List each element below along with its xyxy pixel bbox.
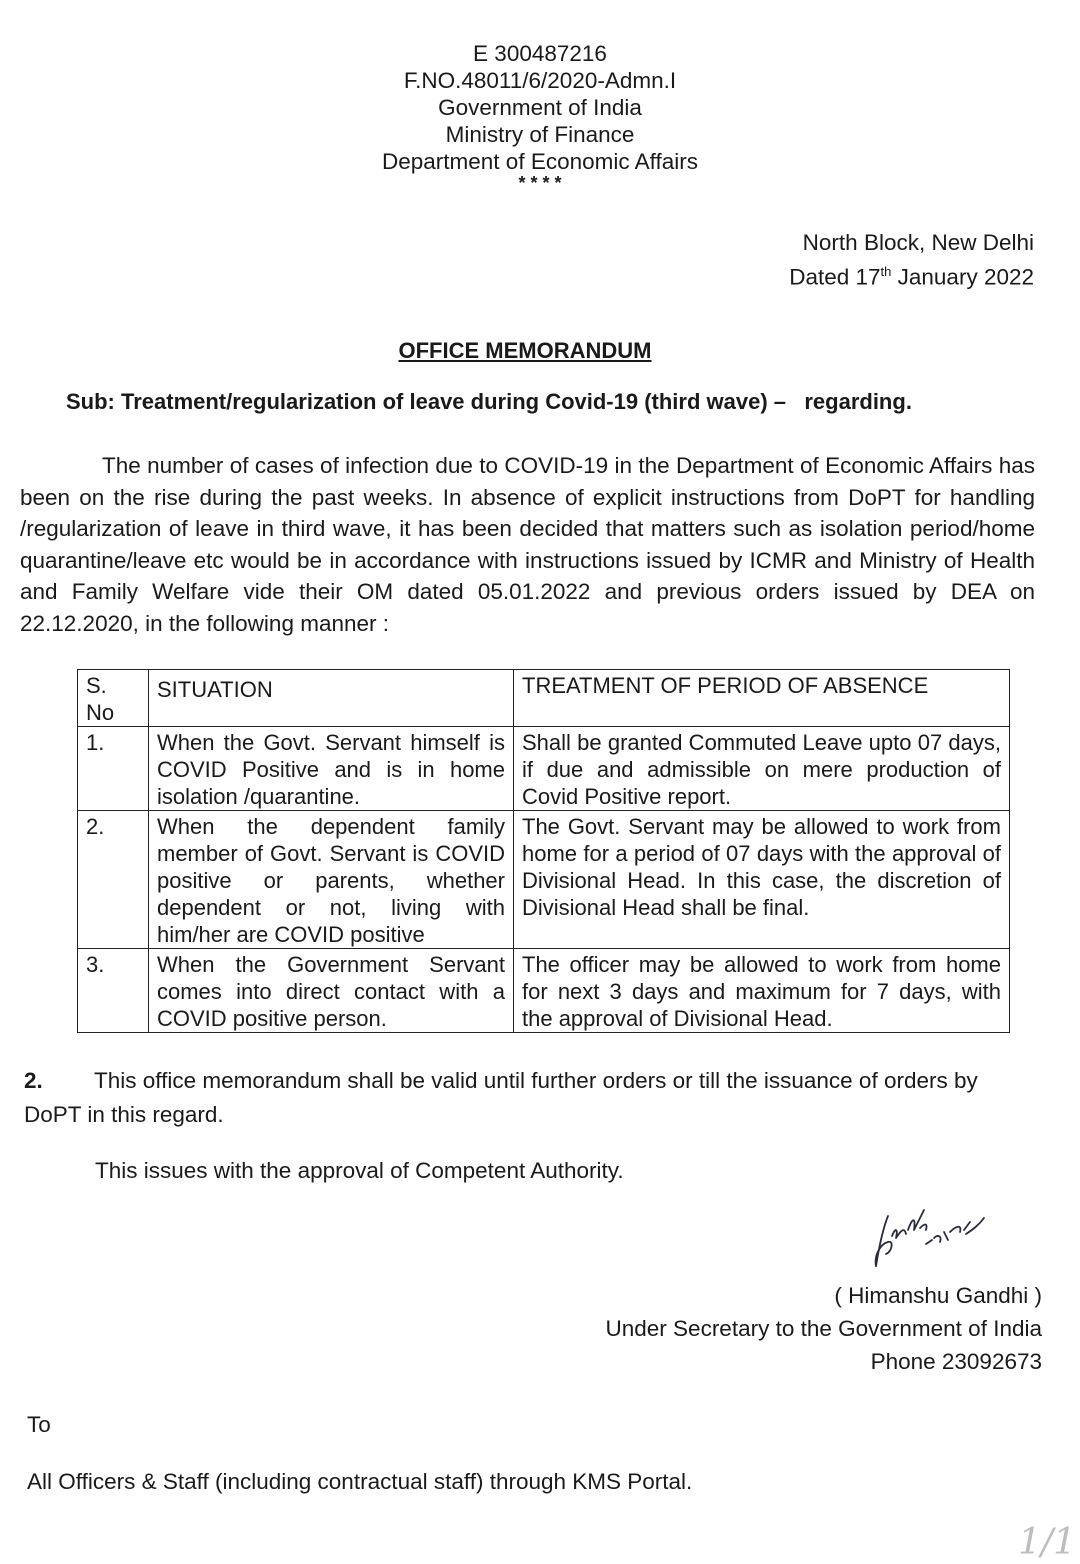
date: Dated 17th January 2022	[789, 264, 1034, 290]
row-sno: 1.	[78, 727, 149, 811]
signer-designation: Under Secretary to the Government of India	[605, 1316, 1042, 1341]
treatment-table	[77, 669, 1010, 1033]
approval-line: This issues with the approval of Competent Authority.	[95, 1158, 624, 1183]
row-situation: When the Government Servant comes into direct contact with a COVID positive person.	[149, 949, 514, 1033]
place-and-date	[789, 228, 1034, 292]
row-treatment: The Govt. Servant may be allowed to work from home for a period of 07 days with the approval of Divisional Head. In this case, the discretion of Divisional Head shall be final.	[514, 811, 1010, 949]
row-situation: When the dependent family member of Govt. Servant is COVID positive or parents, whether dependent or not, living with him/her are COVID positive	[149, 811, 514, 949]
to-label: To	[27, 1412, 51, 1437]
memo-subject: Sub: Treatment/regularization of leave during Covid-19 (third wave) – regarding.	[66, 389, 912, 414]
table-row	[78, 949, 1010, 1033]
row-treatment: Shall be granted Commuted Leave upto 07 days, if due and admissible on mere production of Covid Positive report.	[514, 727, 1010, 811]
table-header-row	[78, 670, 1010, 727]
header-sno: S. No	[78, 670, 149, 727]
header-treatment: TREATMENT OF PERIOD OF ABSENCE	[514, 670, 1010, 727]
location: North Block, New Delhi	[802, 230, 1034, 255]
government-name: Government of India	[438, 95, 642, 120]
memo-title: OFFICE MEMORANDUM	[398, 338, 652, 363]
table-row	[78, 811, 1010, 949]
header-situation: SITUATION	[149, 670, 514, 727]
page-number: 1/1	[1018, 1522, 1076, 1563]
file-code: E 300487216	[473, 41, 607, 66]
row-situation: When the Govt. Servant himself is COVID Positive and is in home isolation /quarantine.	[149, 727, 514, 811]
recipients: All Officers & Staff (including contractual staff) through KMS Portal.	[27, 1469, 693, 1494]
row-sno: 2.	[78, 811, 149, 949]
handwritten-signature	[862, 1196, 992, 1282]
header-stars: * * * *	[518, 173, 562, 193]
table-row	[78, 727, 1010, 811]
signer-name: ( Himanshu Gandhi )	[834, 1283, 1042, 1308]
row-sno: 3.	[78, 949, 149, 1033]
file-number: F.NO.48011/6/2020-Admn.I	[403, 68, 677, 93]
ministry-name: Ministry of Finance	[445, 122, 635, 147]
paragraph-2: 2. This office memorandum shall be valid until further orders or till the issuance of orders by DoPT in this regard.	[24, 1064, 1039, 1132]
signer-block	[606, 1279, 1042, 1378]
paragraph-1: The number of cases of infection due to COVID-19 in the Department of Economic Affairs has been on the rise during the past weeks. In absence of explicit instructions from DoPT for handling /regularization of leave in third wave, it has been decided that matters such as isolation period/home quarantine/leave etc would be in accordance with instructions issued by ICMR and Ministry of Health and Family Welfare vide their OM dated 05.01.2022 and previous orders issued by DEA on 22.12.2020, in the following manner :	[20, 453, 1035, 636]
signature-icon	[862, 1196, 992, 1276]
letterhead	[0, 40, 1080, 191]
paragraph-number: 2.	[24, 1068, 43, 1093]
row-treatment: The officer may be allowed to work from home for next 3 days and maximum for 7 days, with the approval of Divisional Head.	[514, 949, 1010, 1033]
signer-phone: Phone 23092673	[870, 1349, 1042, 1374]
department-name: Department of Economic Affairs	[382, 149, 698, 174]
